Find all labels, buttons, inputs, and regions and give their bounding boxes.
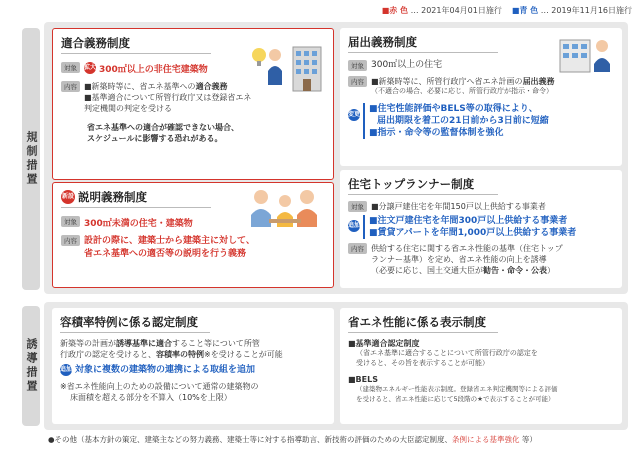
card-top-runner: [340, 170, 622, 288]
add-badge: 追加: [348, 220, 360, 232]
target-text: 300㎡未満の住宅・建築物: [84, 219, 193, 229]
section-label-regulation: 規制措置: [22, 28, 40, 290]
card-title: 適合義務制度: [61, 36, 130, 50]
content-row: 内容 供給する住宅に関する省エネ性能の基準（住宅トップ ランナー基準）を定め、省エネ性能の向上を誘導 （必要に応じ、国土交通大臣が勧告・命令・公表）: [348, 243, 614, 276]
title-rule: [348, 332, 498, 333]
card-explanation-obligation: [52, 182, 334, 288]
item-bels: ■BELS （建築物エネルギー性能表示制度。登録省エネ判定機関等による評価 を受けると、省エネ性能に応じて5段階の★で表示することが可能）: [348, 375, 558, 403]
apartment-illustration: [558, 34, 614, 78]
footer-note: ●その他（基本方針の策定、建築主などの努力義務、建築士等に対する指導助言、新技術の評価のための大臣認定制度、条例による基準強化 等）: [48, 435, 537, 444]
card-title: 容積率特例に係る認定制度: [60, 315, 198, 329]
content-tag: 内容: [348, 76, 367, 87]
card-floor-area-ratio: [52, 308, 334, 424]
footnote: ※省エネ性能向上のための設備について通常の建築物の 床面積を超える部分を不算入（10%を上限）: [60, 382, 259, 402]
warning-note: 省エネ基準への適合が確認できない場合、 スケジュールに影響する恐れがある。: [87, 123, 239, 143]
legend-red: ■赤 色 … 2021年04月01日施行: [381, 6, 502, 15]
new-badge: 新設: [61, 190, 75, 204]
target-tag: 対象: [61, 62, 80, 73]
card-title: 住宅トップランナー制度: [348, 177, 475, 191]
item-certification: ■基準適合認定制度 （省エネ基準に適合することについて所管行政庁の認定を 受けると、その旨を表示することが可能）: [348, 339, 538, 367]
title-rule: [348, 194, 498, 195]
office-building-illustration: [251, 41, 323, 97]
target-text: 300㎡以上の住宅: [371, 60, 443, 70]
content-tag: 内容: [61, 235, 80, 246]
title-rule: [61, 207, 211, 208]
target-tag: 対象: [348, 201, 367, 212]
card-title: 届出義務制度: [348, 35, 417, 49]
expand-badge: 拡大: [84, 62, 96, 74]
target-tag: 対象: [348, 60, 367, 71]
section-label-induction: 誘導措置: [22, 306, 40, 426]
add-row: 追加 対象に複数の建築物の連携による取組を追加: [60, 365, 256, 375]
title-rule: [61, 53, 211, 54]
content-row: 内容 設計の際に、建築士から建築主に対して、 省エネ基準への適否等の説明を行う義務: [61, 235, 325, 261]
add-badge: 追加: [60, 364, 72, 376]
meeting-illustration: [245, 187, 325, 235]
target-text: ■分譲戸建住宅を年間150戸以上供給する事業者: [371, 202, 546, 211]
card-conformity-obligation: [52, 28, 334, 180]
card-notification-obligation: [340, 28, 622, 166]
card-title: 説明義務制度: [78, 190, 147, 204]
target-tag: 対象: [61, 216, 80, 227]
content-tag: 内容: [61, 81, 80, 92]
title-rule: [348, 52, 498, 53]
card-title: 省エネ性能に係る表示制度: [348, 315, 486, 329]
change-row: 変更 ■住宅性能評価やBELS等の取得により、 届出期限を着工の21日前から3日前に短縮 ■指示・命令等の監督体制を強化: [348, 103, 549, 138]
content-row: 内容 ■新築時等に、所管行政庁へ省エネ計画の届出義務 （不適合の場合、必要に応じ、所管行政庁が指示・命令）: [348, 76, 614, 97]
title-rule: [60, 332, 210, 333]
legend-blue: ■青 色 … 2019年11月16日施行: [511, 6, 632, 15]
content-row: 内容 ■新築時等に、省エネ基準への適合義務 ■基準適合について所管行政庁又は登録省エネ 判定機関の判定を受ける: [61, 81, 325, 114]
description: 新築等の計画が誘導基準に適合すること等について所管 行政庁の認定を受けると、容積率の特例※を受けることが可能: [60, 339, 283, 359]
target-text: 300㎡以上の非住宅建築物: [99, 65, 208, 75]
add-row: 追加 ■注文戸建住宅を年間300戸以上供給する事業者 ■賃貸アパートを年間1,000戸以上供給する事業者: [348, 216, 577, 238]
change-badge: 変更: [348, 109, 360, 121]
target-row: [348, 201, 614, 212]
card-labeling-system: [340, 308, 622, 424]
legend: [382, 5, 632, 16]
content-tag: 内容: [348, 243, 367, 254]
